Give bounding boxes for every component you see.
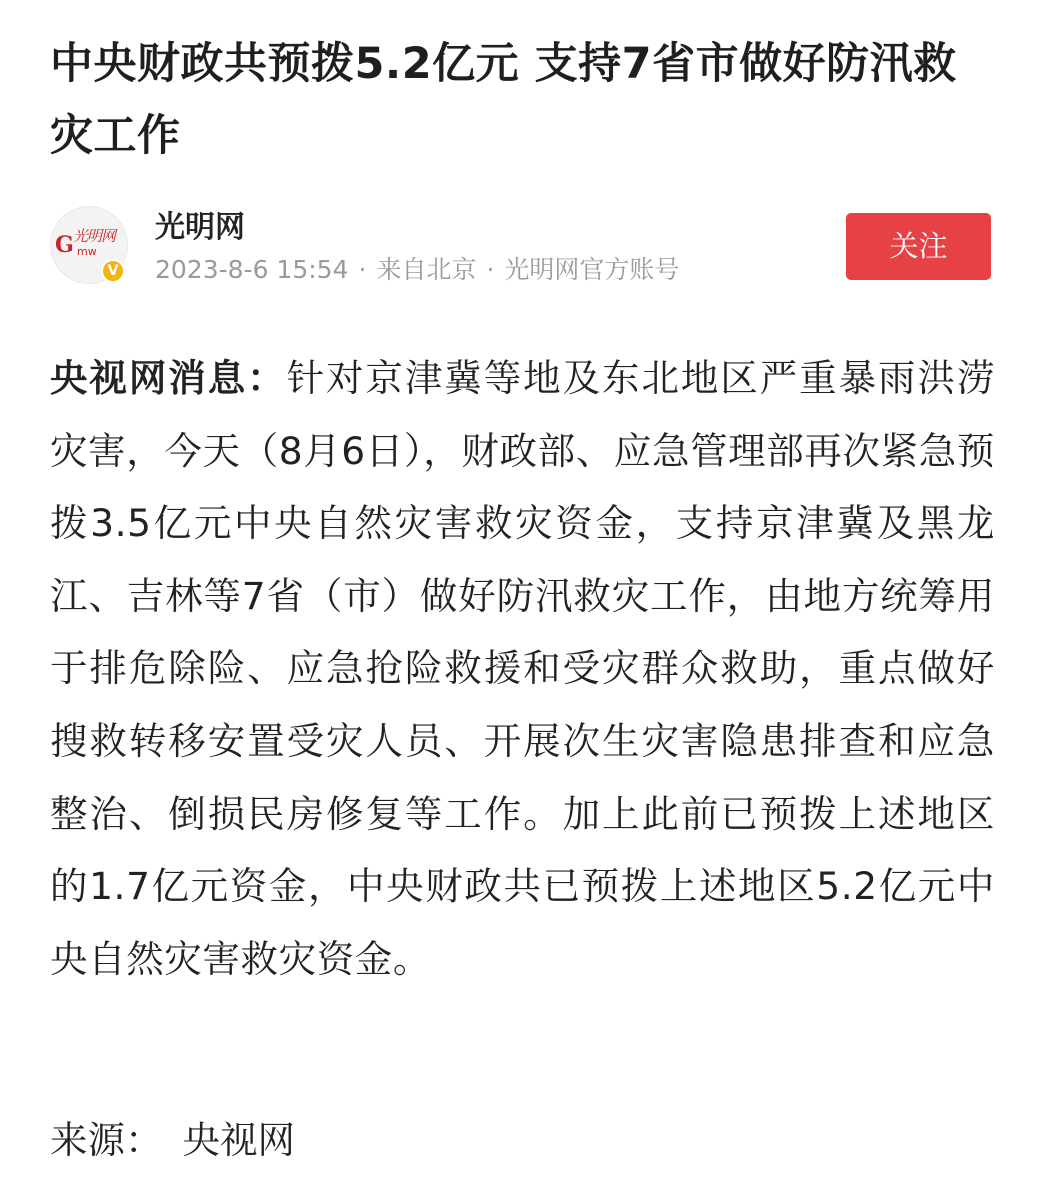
author-name[interactable]: 光明网 [155, 210, 245, 245]
publish-location: 来自北京 [376, 255, 477, 284]
article-body [50, 342, 995, 995]
meta-separator: · [358, 255, 367, 284]
source-label: 来源： [50, 1118, 163, 1162]
avatar-logo-sub: mw [77, 245, 97, 258]
verified-badge-icon: V [101, 259, 125, 283]
publish-datetime: 2023-8-6 15:54 [155, 255, 349, 284]
article-source [50, 1108, 295, 1172]
article-body-text: 针对京津冀等地及东北地区严重暴雨洪涝灾害，今天（8月6日），财政部、应急管理部再次紧急预拨3.5亿元中央自然灾害救灾资金，支持京津冀及黑龙江、吉林等7省（市）做好防汛救灾工作，由地方统筹用于排危除险、应急抢险救援和受灾群众救助，重点做好搜救转移安置受灾人员、开展次生灾害隐患排查和应急整治、倒损民房修复等工作。加上此前已预拨上述地区的1.7亿元资金，中央财政共已预拨上述地区5.2亿元中央自然灾害救灾资金。 [50, 356, 995, 981]
avatar-logo-letter: G [55, 232, 74, 258]
meta-separator: · [486, 255, 495, 284]
avatar-logo-script: 光明网 [73, 227, 116, 245]
source-value: 央视网 [182, 1118, 295, 1162]
article-lead: 央视网消息： [50, 356, 287, 400]
article-meta [155, 252, 679, 288]
author-row [50, 206, 991, 284]
article-title: 中央财政共预拨5.2亿元 支持7省市做好防汛救灾工作 [50, 39, 957, 161]
follow-button[interactable]: 关注 [846, 213, 991, 280]
account-type: 光明网官方账号 [504, 255, 680, 284]
author-avatar[interactable] [50, 206, 128, 284]
